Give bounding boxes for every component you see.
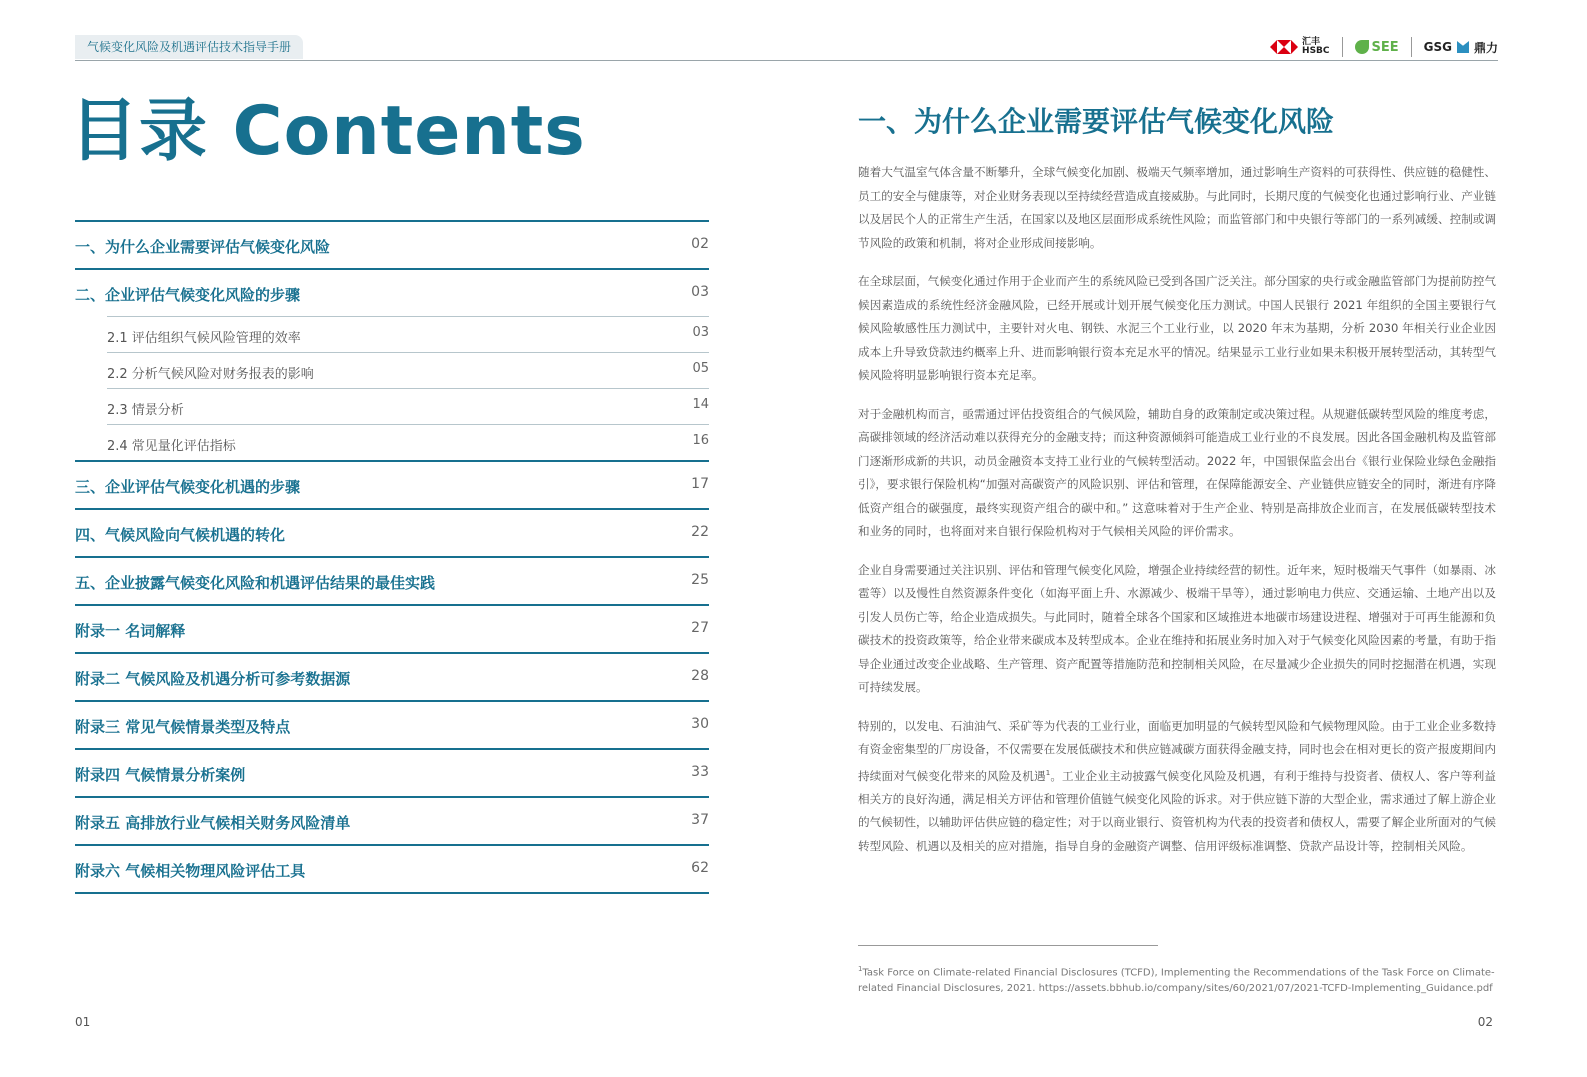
toc-entry[interactable] xyxy=(75,556,709,604)
toc-entry-label: 2.2 分析气候风险对财务报表的影响 xyxy=(107,367,314,382)
toc-entry-page: 30 xyxy=(691,716,709,732)
body-text xyxy=(858,161,1496,873)
toc-entry-label: 二、企业评估气候变化风险的步骤 xyxy=(75,286,301,304)
toc-entry[interactable] xyxy=(75,652,709,700)
toc-entry-label: 附录三 常见气候情景类型及特点 xyxy=(75,718,291,736)
toc-entry-label: 附录五 高排放行业气候相关财务风险清单 xyxy=(75,814,351,832)
toc-entry-page: 03 xyxy=(691,284,709,300)
footnote-mark: 1 xyxy=(858,965,863,973)
toc-entry-page: 03 xyxy=(692,325,709,340)
toc-entry[interactable] xyxy=(75,268,709,316)
paragraph-part: 。工业企业主动披露气候变化风险及机遇，有利于维持与投资者、债权人、客户等利益相关方的良好沟通，满足相关方评估和管理价值链气候变化风险的诉求。对于供应链下游的大型企业，需求通过了解上游企业的气候韧性，以辅助评估供应链的稳定性；对于以商业银行、资管机构为代表的投资者和债权人，需要了解企业所面对的气候转型风险、机遇以及相关的应对措施，指导自身的金融资产调整、信用评级标准调整、贷款产品设计等，控制相关风险。 xyxy=(858,768,1496,853)
gsg-logo xyxy=(1424,39,1498,56)
hsbc-hexagon-icon xyxy=(1270,40,1298,54)
toc-entry-page: 05 xyxy=(692,361,709,376)
logo-separator xyxy=(1342,37,1343,57)
paragraph: 随着大气温室气体含量不断攀升，全球气候变化加剧、极端天气频率增加，通过影响生产资料的可获得性、供应链的稳健性、员工的安全与健康等，对企业财务表现以至持续经营造成直接威胁。与此同时，长期尺度的气候变化也通过影响行业、产业链以及居民个人的正常生产生活，在国家以及地区层面形成系统性风险；而监管部门和中央银行等部门的一系列减缓、控制或调节风险的政策和机制，将对企业形成间接影响。 xyxy=(858,165,1496,250)
toc-entry-page: 33 xyxy=(691,764,709,780)
gsg-text: GSG xyxy=(1423,40,1452,54)
see-logo xyxy=(1355,40,1399,55)
toc-entry[interactable] xyxy=(75,844,709,892)
hsbc-text: HSBC xyxy=(1302,46,1330,56)
toc-entry-label: 五、企业披露气候变化风险和机遇评估结果的最佳实践 xyxy=(75,574,436,592)
header-divider xyxy=(75,60,1498,61)
logo-separator xyxy=(1411,37,1412,57)
toc-entry-label: 附录六 气候相关物理风险评估工具 xyxy=(75,862,306,880)
toc-entry-page: 14 xyxy=(692,397,709,412)
toc-entry[interactable] xyxy=(75,460,709,508)
toc-subentry[interactable] xyxy=(107,352,709,388)
toc-entry-page: 62 xyxy=(691,860,709,876)
toc-entry-page: 25 xyxy=(691,572,709,588)
paragraph: 企业自身需要通过关注识别、评估和管理气候变化风险，增强企业持续经营的韧性。近年来，短时极端天气事件（如暴雨、冰雹等）以及慢性自然资源条件变化（如海平面上升、水源减少、极端干旱等），通过影响电力供应、交通运输、土地产出以及引发人员伤亡等，给企业造成损失。与此同时，随着全球各个国家和区域推进本地碳市场建设进程、增强对于可再生能源和负碳技术的投资政策等，给企业带来碳成本及转型成本。企业在维持和拓展业务时加入对于气候变化风险因素的考量，有助于指导企业通过改变企业战略、生产管理、资产配置等措施防范和控制相关风险，在尽量减少企业损失的同时挖掘潜在机遇，实现可持续发展。 xyxy=(858,562,1496,694)
toc-entry-label: 2.4 常见量化评估指标 xyxy=(107,439,236,454)
toc-entry-label: 四、气候风险向气候机遇的转化 xyxy=(75,526,286,544)
toc-entry-label: 附录二 气候风险及机遇分析可参考数据源 xyxy=(75,670,351,688)
toc-entry-page: 27 xyxy=(691,620,709,636)
toc-entry[interactable] xyxy=(75,508,709,556)
paragraph: 对于金融机构而言，亟需通过评估投资组合的气候风险，辅助自身的政策制定或决策过程。从规避低碳转型风险的维度考虑，高碳排领域的经济活动难以获得充分的金融支持；而这种资源倾斜可能造成工业行业的不良发展。因此各国金融机构及监管部门逐渐形成新的共识，动员金融资本支持工业行业的气候转型活动。2022 年，中国银保监会出台《银行业保险业绿色金融指引》，要求银行保险机构“加强对高碳资产的风险识别、评估和管理，在保障能源安全、产业链供应链安全的同时，渐进有序降低资产组合的碳强度，最终实现资产组合的碳中和。” 这意味着对于生产企业、特别是高排放企业而言，在发展低碳转型技术和业务的同时，也将面对来自银行保险机构对于气候相关风险的评价需求。 xyxy=(858,406,1496,538)
toc-subentry[interactable] xyxy=(107,388,709,424)
toc-entry-page: 17 xyxy=(691,476,709,492)
section-title: 一、为什么企业需要评估气候变化风险 xyxy=(858,105,1335,138)
toc-entry-label: 2.3 情景分析 xyxy=(107,403,184,418)
toc-entry-label: 附录一 名词解释 xyxy=(75,622,186,640)
toc-entry[interactable] xyxy=(75,796,709,844)
paragraph-part: 特别的，以发电、石油油气、采矿等为代表的工业行业，面临更加明显的气候转型风险和气候物理风险。由于工业企业多数持有资金密集型的厂房设备，不仅需要在发展低碳技术和供应链减碳方面获得金融支持，同时也会在相对更长的资产报废期间内持续面对气候变化带来的风险及机遇 xyxy=(858,718,1496,783)
toc-entry[interactable] xyxy=(75,604,709,652)
hsbc-cn-text: 汇丰 xyxy=(1302,37,1321,47)
toc-entry-page: 37 xyxy=(691,812,709,828)
toc-subentry[interactable] xyxy=(107,424,709,460)
footnote-reference: 1 xyxy=(1045,768,1051,777)
gsg-mark-icon xyxy=(1457,41,1469,53)
hsbc-logo xyxy=(1270,38,1329,56)
partner-logos xyxy=(1270,36,1498,58)
footnote-text: Task Force on Climate-related Financial Disclosures (TCFD), Implementing the Recommendations of the Task Force on Climate-related Financial Disclosures, 2021. https://assets.bbhub.io/company/sites/60/2021/07/2021-TCFD-Implementing_Guidance.pdf xyxy=(858,967,1495,995)
dingli-text: 鼎力 xyxy=(1473,40,1498,55)
contents-title: 目录 Contents xyxy=(70,92,586,171)
page-number-right: 02 xyxy=(1477,1015,1493,1029)
toc-entry-page: 22 xyxy=(691,524,709,540)
toc-entry-page: 16 xyxy=(692,433,709,448)
footnote xyxy=(858,961,1498,997)
table-of-contents xyxy=(75,220,709,894)
page-number-left: 01 xyxy=(75,1015,91,1029)
toc-entry-label: 附录四 气候情景分析案例 xyxy=(75,766,246,784)
leaf-icon xyxy=(1355,40,1369,54)
toc-subentry[interactable] xyxy=(107,316,709,352)
toc-entry[interactable] xyxy=(75,700,709,748)
see-text: SEE xyxy=(1371,39,1399,55)
toc-entry-label: 一、为什么企业需要评估气候变化风险 xyxy=(75,238,331,256)
toc-entry-label: 2.1 评估组织气候风险管理的效率 xyxy=(107,331,301,346)
footnote-divider xyxy=(858,945,1158,946)
toc-entry-page: 02 xyxy=(691,236,709,252)
paragraph: 在全球层面，气候变化通过作用于企业而产生的系统风险已受到各国广泛关注。部分国家的央行或金融监管部门为提前防控气候因素造成的系统性经济金融风险，已经开展或计划开展气候变化压力测试。中国人民银行 2021 年组织的全国主要银行气候风险敏感性压力测试中，主要针对火电、钢铁、水泥三个工业行业，以 2020 年末为基期，分析 2030 年相关行业企业因成本上升导致贷款违约概率上升、进而影响银行资本充足水平的情况。结果显示工业行业如果未积极开展转型活动，其转型气候风险将明显影响银行资本充足率。 xyxy=(858,274,1496,382)
toc-entry[interactable] xyxy=(75,748,709,796)
paragraph xyxy=(858,715,1496,859)
toc-entry[interactable] xyxy=(75,220,709,268)
toc-bottom-rule xyxy=(75,892,709,894)
header-doc-title: 气候变化风险及机遇评估技术指导手册 xyxy=(75,35,303,59)
toc-entry-page: 28 xyxy=(691,668,709,684)
toc-entry-label: 三、企业评估气候变化机遇的步骤 xyxy=(75,478,301,496)
